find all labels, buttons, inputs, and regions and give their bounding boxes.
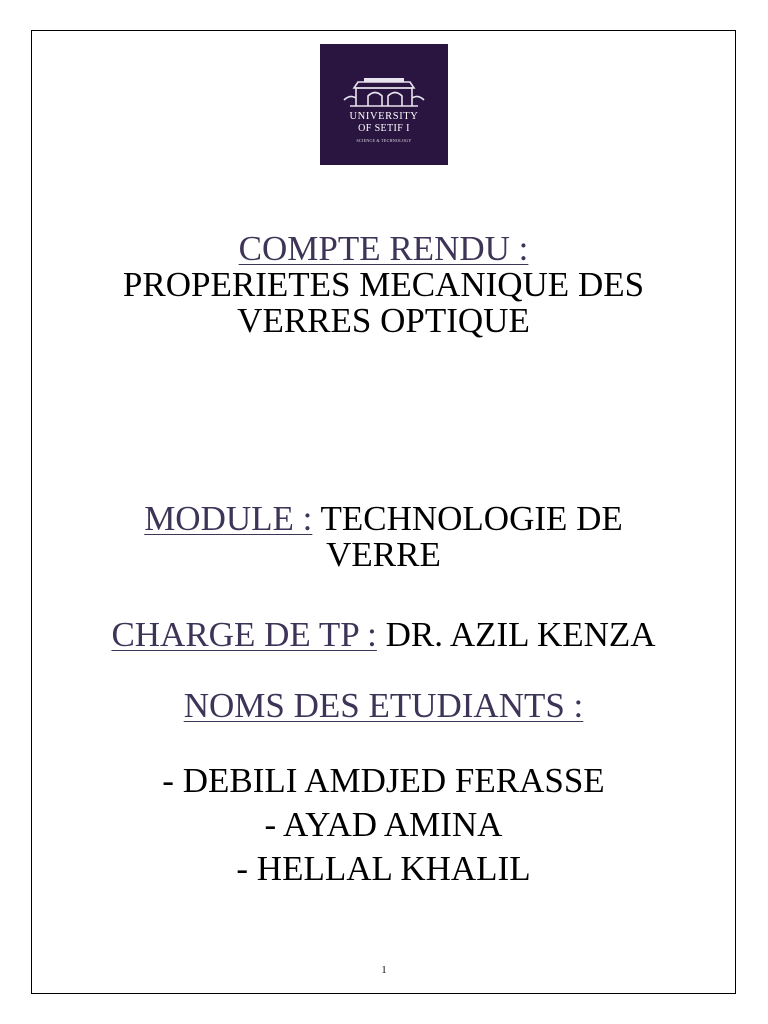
- report-title-block: [31, 231, 736, 339]
- logo-line-3: SCIENCE & TECHNOLOGY: [356, 138, 412, 143]
- students-label-block: [31, 688, 736, 724]
- logo-line-2: OF SETIF I: [358, 123, 410, 134]
- student-name: - AYAD AMINA: [264, 805, 503, 844]
- charge-label: CHARGE DE TP :: [111, 615, 377, 654]
- students-label: NOMS DES ETUDIANTS :: [183, 686, 584, 725]
- student-name: - HELLAL KHALIL: [236, 849, 531, 888]
- charge-value: DR. AZIL KENZA: [385, 615, 656, 654]
- university-logo: [320, 44, 448, 165]
- report-label: COMPTE RENDU :: [238, 229, 529, 268]
- university-building-icon: [320, 44, 448, 165]
- report-title-line-2: VERRES OPTIQUE: [237, 301, 530, 340]
- module-label: MODULE :: [144, 499, 313, 538]
- charge-block: [31, 617, 736, 653]
- page-number: 1: [381, 965, 387, 976]
- module-block: [31, 501, 736, 573]
- students-list: [31, 759, 736, 891]
- module-value-line-1: TECHNOLOGIE DE: [320, 499, 623, 538]
- module-value-line-2: VERRE: [326, 535, 441, 574]
- student-name: - DEBILI AMDJED FERASSE: [162, 761, 605, 800]
- report-title-line-1: PROPERIETES MECANIQUE DES: [122, 265, 645, 304]
- logo-line-1: UNIVERSITY: [349, 111, 419, 122]
